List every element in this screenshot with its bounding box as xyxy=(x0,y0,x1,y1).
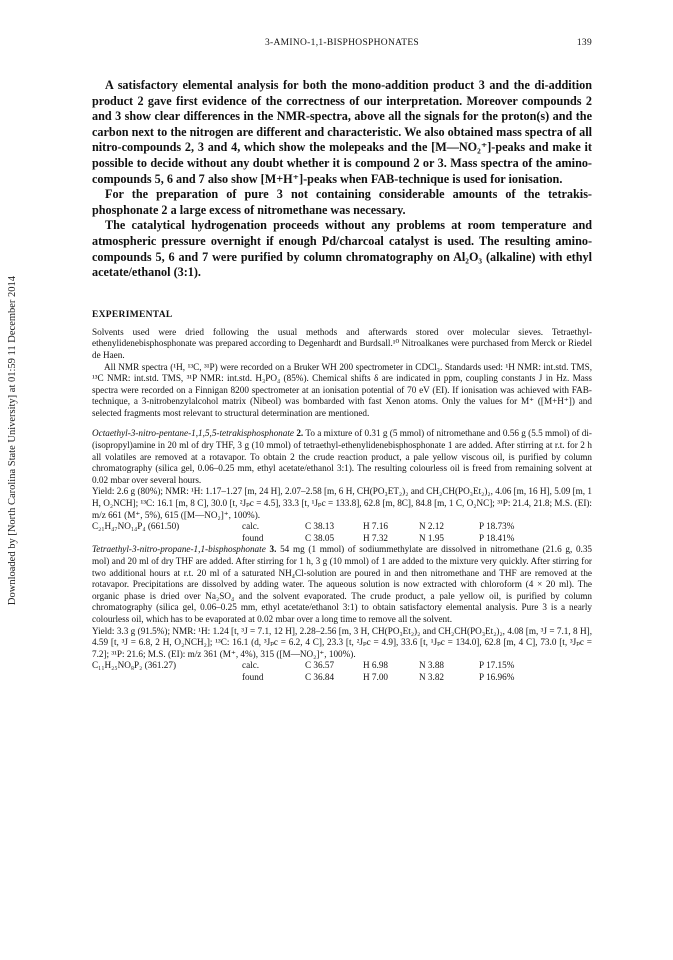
compound-3-number: 3. xyxy=(269,544,277,555)
compound-3-calc-n: N 3.88 xyxy=(419,660,445,671)
compound-3-found-label: found xyxy=(242,671,264,682)
compound-2-calc-row xyxy=(92,521,592,533)
compound-3-found-row xyxy=(92,672,592,684)
compound-2-section xyxy=(92,428,592,683)
intro-paragraph-3: The catalytical hydrogenation proceeds without any problems at room temperature and atmospheric pressure overnight if enough Pd/charcoal catalyst is used. The resulting amino-compounds 5, 6 and 7 were purified by column chromatography on Al₂O₃ (alkaline) with ethyl acetate/ethanol (3:1). xyxy=(92,218,592,280)
compound-3-calc-row xyxy=(92,660,592,672)
compound-3-analysis xyxy=(92,660,592,683)
compound-3-calc-h: H 6.98 xyxy=(363,660,389,671)
intro-paragraph-2: For the preparation of pure 3 not containing considerable amounts of the tetrakis-phosphonate 2 a large excess of nitromethane was necessary. xyxy=(92,187,592,217)
compound-3-found-h: H 7.00 xyxy=(363,671,389,682)
results-discussion xyxy=(92,78,592,281)
download-watermark xyxy=(0,180,26,700)
experimental-general xyxy=(92,327,592,420)
compound-3-found-c: C 36.84 xyxy=(305,671,335,682)
download-watermark-text: Downloaded by [North Carolina State University] at 01:59 11 December 2014 xyxy=(7,275,19,605)
compound-2-analysis xyxy=(92,521,592,544)
compound-3-calc-label: calc. xyxy=(242,660,260,671)
compound-3-calc-p: P 17.15% xyxy=(479,660,515,671)
compound-2-procedure-text: To a mixture of 0.31 g (5 mmol) of nitromethane and 0.56 g (5.5 mmol) of di-(isopropyl)amine in 20 ml of dry THF, 3 g (10 mmol) of tetraethyl-ethenylidenebisphosphonate 1 are added. After stirring at r.t. for 2 h all volatiles are removed at a rotavapor. To obtain 2 the crude reaction product, a pale yellow viscous oil, is purified by column chromatography (silica gel, 0.06–0.25 mm, ethyl acetate/ethanol 3:1). The resulting colourless oil is freed from remaining solvent at 0.02 mbar over several hours. xyxy=(92,428,592,485)
compound-2-data: Yield: 2.6 g (80%); NMR: ¹H: 1.17–1.27 [m, 24 H], 2.07–2.58 [m, 6 H, CH(PO₃ET₂)₂ and CH₂CH(PO₃Et₂)₂, 4.06 [m, 16 H], 5.09 [m, 1 H, O₂NCH]; ¹³C: 16.1 [m, 8 C], 30.0 [t, ²Jₚc = 4.5], 33.3 [t, ¹Jₚc = 133.8], 62.8 [m, 8C], 84.8 [m, 1 C, O₂NC]; ³¹P: 21.4, 21.8; M.S. (EI): m/z 661 (M⁺, 5%), 615 ([M—NO₂]⁺, 100%). xyxy=(92,486,592,520)
intro-paragraph-1: A satisfactory elemental analysis for both the mono-addition product 3 and the di-addition product 2 gave first evidence of the correctness of our interpretation. Moreover compounds 2 and 3 show clear differences in the NMR-spectra, above all the signals for the proton(s) and the carbon next to the nitrogen are different and characteristic. We also obtained mass spectra of all nitro-compounds 2, 3 and 4, which show the molepeaks and the [M—NO₂⁺]-peaks and make it possible to decide without any doubt whether it is compound 2 or 3. Mass spectra of the amino-compounds 5, 6 and 7 also show [M+H⁺]-peaks when FAB-technique is used for ionisation. xyxy=(92,78,592,186)
compound-3-procedure xyxy=(92,544,592,625)
compound-2-found-h: H 7.32 xyxy=(363,532,389,543)
compound-2-found-p: P 18.41% xyxy=(479,532,515,543)
compound-2-calc-h: H 7.16 xyxy=(363,521,389,532)
running-title: 3-AMINO-1,1-BISPHOSPHONATES xyxy=(264,38,420,48)
compound-2-calc-p: P 18.73% xyxy=(479,521,515,532)
compound-2-number: 2. xyxy=(296,428,304,439)
compound-2-found-label: found xyxy=(242,532,264,543)
compound-3-formula: C₁₁H₂₅NO₈P₂ (361.27) xyxy=(92,660,177,671)
compound-3-found-n: N 3.82 xyxy=(419,671,445,682)
compound-2-calc-label: calc. xyxy=(242,521,260,532)
running-head xyxy=(92,38,592,54)
experimental-paragraph-2: All NMR spectra (¹H, ¹³C, ³¹P) were recorded on a Bruker WH 200 spectrometer in CDCl₃. Standards used: ¹H NMR: int.std. TMS, ¹³C NMR: int.std. TMS, ³¹P NMR: int.std. H₃PO₄ (85%). Chemical shifts δ are indicated in ppm, coupling constants J in Hz. Mass spectra were recorded on a Finnigan 8200 spectrometer at an ionisation potential of 70 eV (EI). If ionisation was achieved with FAB-technique, a 3-nitrobenzylalcohol matrix (Nibeol) was bombarded with fast Xenon atoms. Only the values for M⁺ ([M+H⁺]) and selected fragments most relevant to structural determination are mentioned. xyxy=(92,361,592,418)
compound-3-data: Yield: 3.3 g (91.5%); NMR: ¹H: 1.24 [t, ³J = 7.1, 12 H], 2.28–2.56 [m, 3 H, CH(PO₃Et₂)₂ and CH₂CH(PO₃Et₂)₂, 4.08 [m, ³J = 7.1, 8 H], 4.59 [t, ³J = 6.8, 2 H, O₂NCH₂]; ¹³C: 16.1 (d, ³Jₚc = 6.2, 4 C], 23.3 [t, ²Jₚc = 4.9], 33.6 [t, ¹Jₚc = 134.0], 62.8 [m, 4 C], 73.0 [t, ³Jₚc = 7.2]; ³¹P: 21.6; M.S. (EI): m/z 361 (M⁺, 4%), 315 ([M—NO₂]⁺, 100%). xyxy=(92,625,592,659)
compound-2-found-c: C 38.05 xyxy=(305,532,335,543)
compound-2-calc-n: N 2.12 xyxy=(419,521,445,532)
compound-3-name: Tetraethyl-3-nitro-propane-1,1-bisphosphonate xyxy=(92,544,266,555)
experimental-heading: EXPERIMENTAL xyxy=(92,309,173,320)
compound-2-formula: C₂₁H₄₇NO₁₄P₄ (661.50) xyxy=(92,521,180,532)
compound-3-calc-c: C 36.57 xyxy=(305,660,335,671)
page-number: 139 xyxy=(576,38,592,48)
compound-3-procedure-text: 54 mg (1 mmol) of sodiummethylate are dissolved in nitromethane (21.6 g, 0.35 mol) and 20 ml of dry THF are added. After stirring for 1 h, 3 g (10 mmol) of 1 are added to the mixture very quickly. After stirring for two additional hours at r.t. 20 ml of a saturated NH₄Cl-solution are poured in and then nitromethane and THF are removed at the rotavapor. Precipitations are dissolved by adding water. The aqueous solution is now extracted with chloroform (4 × 20 ml). The organic phase is dried over Na₂SO₄ and the solvent evaporated. The crude product, a pale yellow oil, is purified by column chromatography (silica gel, 0.06–0.25 mm, ethyl acetate/ethanol 3:1) to obtain satisfactory elemental analysis. Pure 3 is a nearly colourless oil, which has to be evaporated at 0.02 mbar over a long time to remove all the solvent. xyxy=(92,544,593,624)
compound-3-found-p: P 16.96% xyxy=(479,671,515,682)
compound-2-found-row xyxy=(92,533,592,545)
compound-2-calc-c: C 38.13 xyxy=(305,521,335,532)
compound-2-found-n: N 1.95 xyxy=(419,532,445,543)
experimental-paragraph-1: Solvents used were dried following the usual methods and afterwards stored over molecular sieves. Tetraethyl-ethenylidenebisphosphonate was prepared according to Degenhardt and Burdsall.¹⁰ Nitroalkanes were purchased from Merck or Riedel de Haen. xyxy=(92,326,592,360)
journal-page xyxy=(92,38,592,684)
compound-2-procedure xyxy=(92,428,592,486)
compound-2-name: Octaethyl-3-nitro-pentane-1,1,5,5-tetrakisphosphonate xyxy=(92,428,294,439)
